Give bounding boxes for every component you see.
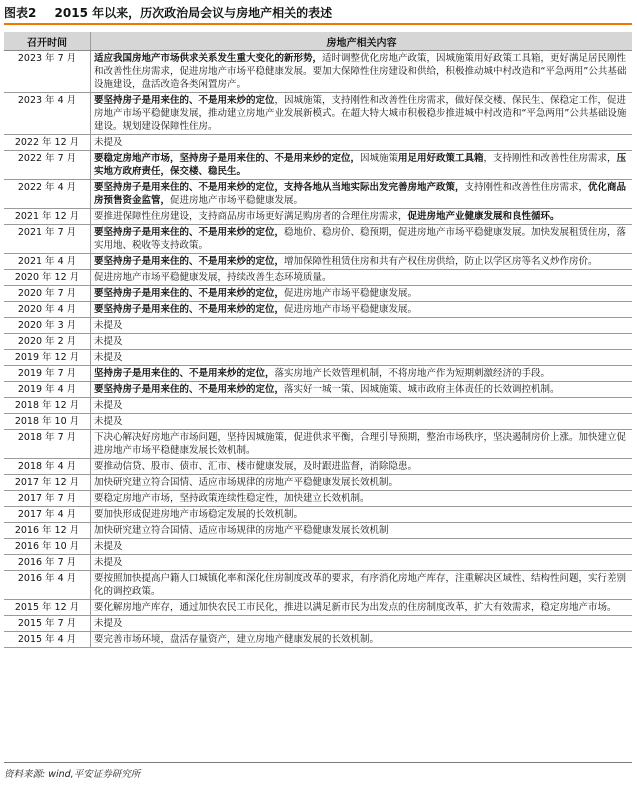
table-row <box>4 151 632 180</box>
content-text: 稳地价、稳房价、稳预期，促进房地产市场平稳健康发展。加快发展租赁住房，落实用地、税收等支持政策。 <box>94 227 627 251</box>
table-row <box>4 382 632 398</box>
content-text: 落实房地产长效管理机制，不将房地产作为短期刺激经济的手段。 <box>274 368 551 379</box>
content-bold: 促进房地产业健康发展和良性循环。 <box>407 211 560 222</box>
table-row <box>4 555 632 571</box>
row-date: 2021 年 12 月 <box>4 209 91 225</box>
table-row <box>4 93 632 135</box>
row-content <box>91 632 633 648</box>
row-content <box>91 334 633 350</box>
table-row <box>4 571 632 600</box>
table-row <box>4 600 632 616</box>
row-content <box>91 286 633 302</box>
content-bold: 要坚持房子是用来住的、不是用来炒的定位， <box>94 227 285 238</box>
table-row <box>4 475 632 491</box>
table-row <box>4 398 632 414</box>
table-row <box>4 180 632 209</box>
row-date: 2020 年 4 月 <box>4 302 91 318</box>
table-row <box>4 459 632 475</box>
row-content <box>91 491 633 507</box>
content-text: 促进房地产市场平稳健康发展。 <box>170 195 304 206</box>
row-content <box>91 254 633 270</box>
row-date: 2021 年 7 月 <box>4 225 91 254</box>
content-text: 促进房地产市场平稳健康发展。 <box>284 288 418 299</box>
policy-table <box>4 32 632 648</box>
content-text: 未提及 <box>94 400 123 411</box>
content-bold: 要坚持房子是用来住的、不是用来炒的定位， <box>94 288 285 299</box>
row-content <box>91 302 633 318</box>
content-text: 要完善市场环境，盘活存量资产，建立房地产健康发展的长效机制。 <box>94 634 380 645</box>
table-row <box>4 491 632 507</box>
content-text: 适时调整优化房地产政策，因城施策用好政策工具箱，更好满足居民刚性和改善性住房需求，促进房地产市场平稳健康发展。要加大保障性住房建设和供给，积极推动城中村改造和“平急两用”公共基础设施建设，盘活改造各类闲置房产。 <box>94 53 627 90</box>
row-content <box>91 430 633 459</box>
content-text: 未提及 <box>94 541 123 552</box>
content-text: 未提及 <box>94 320 123 331</box>
row-content <box>91 151 633 180</box>
row-date: 2016 年 7 月 <box>4 555 91 571</box>
table-row <box>4 616 632 632</box>
content-text: 要化解房地产库存，通过加快农民工市民化，推进以满足新市民为出发点的住房制度改革，扩大有效需求，稳定房地产市场。 <box>94 602 617 613</box>
content-text: 未提及 <box>94 336 123 347</box>
figure-label: 图表2 <box>4 6 37 20</box>
table-row <box>4 318 632 334</box>
row-date: 2023 年 4 月 <box>4 93 91 135</box>
figure-title <box>4 4 632 22</box>
content-text: 加快研究建立符合国情、适应市场规律的房地产平稳健康发展长效机制 <box>94 525 389 536</box>
table-row <box>4 366 632 382</box>
table-row <box>4 270 632 286</box>
table-row <box>4 209 632 225</box>
row-content <box>91 180 633 209</box>
content-bold: 压实地方政府责任，保交楼、稳民生。 <box>94 153 627 177</box>
row-content <box>91 507 633 523</box>
row-date: 2023 年 7 月 <box>4 51 91 93</box>
row-content <box>91 539 633 555</box>
content-bold: 适应我国房地产市场供求关系发生重大变化的新形势， <box>94 53 323 64</box>
content-text: 要加快形成促进房地产市场稳定发展的长效机制。 <box>94 509 304 520</box>
content-text: 加快研究建立符合国情、适应市场规律的房地产平稳健康发展长效机制。 <box>94 477 399 488</box>
table-row <box>4 51 632 93</box>
figure-title-text: 2015 年以来，历次政治局会议与房地产相关的表述 <box>54 6 333 20</box>
row-content <box>91 318 633 334</box>
header-content: 房地产相关内容 <box>91 32 633 51</box>
content-bold: 坚持房子是用来住的、不是用来炒的定位， <box>94 368 275 379</box>
table-row <box>4 135 632 151</box>
content-text: 因城施策 <box>360 153 399 164</box>
row-date: 2019 年 7 月 <box>4 366 91 382</box>
table-row <box>4 523 632 539</box>
content-text: 未提及 <box>94 618 123 629</box>
table-row <box>4 632 632 648</box>
content-text: 要推动信贷、股市、债市、汇市、楼市健康发展，及时跟进监督，消除隐患。 <box>94 461 418 472</box>
row-content <box>91 209 633 225</box>
row-date: 2016 年 10 月 <box>4 539 91 555</box>
row-date: 2022 年 4 月 <box>4 180 91 209</box>
row-content <box>91 51 633 93</box>
content-text: 未提及 <box>94 416 123 427</box>
table-row <box>4 225 632 254</box>
row-content <box>91 600 633 616</box>
header-date: 召开时间 <box>4 32 91 51</box>
row-content <box>91 225 633 254</box>
bottom-rule <box>4 762 632 763</box>
row-content <box>91 135 633 151</box>
row-content <box>91 270 633 286</box>
content-text: 促进房地产市场平稳健康发展，持续改善生态环境质量。 <box>94 272 332 283</box>
row-date: 2016 年 12 月 <box>4 523 91 539</box>
row-content <box>91 571 633 600</box>
row-content <box>91 414 633 430</box>
content-text: 要稳定房地产市场，坚持政策连续性稳定性，加快建立长效机制。 <box>94 493 370 504</box>
row-content <box>91 459 633 475</box>
content-bold: 要稳定房地产市场，坚持房子是用来住的、不是用来炒的定位， <box>94 153 361 164</box>
row-date: 2017 年 12 月 <box>4 475 91 491</box>
content-text: 落实好一城一策、因城施策、城市政府主体责任的长效调控机制。 <box>284 384 560 395</box>
content-bold: 用足用好政策工具箱 <box>398 153 484 164</box>
row-date: 2015 年 4 月 <box>4 632 91 648</box>
row-content <box>91 523 633 539</box>
row-date: 2022 年 12 月 <box>4 135 91 151</box>
row-date: 2018 年 7 月 <box>4 430 91 459</box>
row-date: 2015 年 12 月 <box>4 600 91 616</box>
content-bold: 要坚持房子是用来住的、不是用来炒的定位， <box>94 304 285 315</box>
row-date: 2015 年 7 月 <box>4 616 91 632</box>
row-date: 2019 年 12 月 <box>4 350 91 366</box>
content-text: 支持刚性和改善性住房需求， <box>464 182 589 193</box>
row-date: 2020 年 12 月 <box>4 270 91 286</box>
row-date: 2022 年 7 月 <box>4 151 91 180</box>
row-content <box>91 350 633 366</box>
row-content <box>91 555 633 571</box>
row-content <box>91 398 633 414</box>
table-row <box>4 286 632 302</box>
content-bold: 要坚持房子是用来住的、不是用来炒的定位， <box>94 256 285 267</box>
table-row <box>4 302 632 318</box>
table-body <box>4 51 632 648</box>
table-row <box>4 334 632 350</box>
row-content <box>91 616 633 632</box>
content-text: 下决心解决好房地产市场问题，坚持因城施策，促进供求平衡，合理引导预期，整治市场秩序，坚决遏制房价上涨。加快建立促进房地产市场平稳健康发展长效机制。 <box>94 432 627 456</box>
table-row <box>4 507 632 523</box>
content-text: ，因城施策，支持刚性和改善性住房需求，做好保交楼、保民生、保稳定工作，促进房地产市场平稳健康发展，推动建立房地产业发展新模式。在超大特大城市积极稳步推进城中村改造和“平急两用”公共基础设施建设。规划建设保障性住房。 <box>94 95 627 132</box>
row-date: 2018 年 4 月 <box>4 459 91 475</box>
row-date: 2018 年 12 月 <box>4 398 91 414</box>
table-row <box>4 414 632 430</box>
content-text: 增加保障性租赁住房和共有产权住房供给，防止以学区房等名义炒作房价。 <box>284 256 598 267</box>
table-row <box>4 350 632 366</box>
row-content <box>91 382 633 398</box>
row-content <box>91 366 633 382</box>
content-bold: 要坚持房子是用来住的、不是用来炒的定位， <box>94 384 285 395</box>
content-text: ，支持刚性和改善性住房需求， <box>483 153 617 164</box>
table-header-row <box>4 32 632 51</box>
content-bold: 优化商品房预售资金监管， <box>94 182 627 206</box>
row-date: 2020 年 3 月 <box>4 318 91 334</box>
content-text: 未提及 <box>94 557 123 568</box>
content-text: 未提及 <box>94 352 123 363</box>
content-text: 未提及 <box>94 137 123 148</box>
row-date: 2017 年 7 月 <box>4 491 91 507</box>
table-row <box>4 254 632 270</box>
table-row <box>4 539 632 555</box>
row-date: 2020 年 2 月 <box>4 334 91 350</box>
content-text: 要按照加快提高户籍人口城镇化率和深化住房制度改革的要求，有序消化房地产库存，注重解决区域性、结构性问题，实行差别化的调控政策。 <box>94 573 627 597</box>
title-rule <box>4 23 632 25</box>
content-text: 要推进保障性住房建设，支持商品房市场更好满足购房者的合理住房需求， <box>94 211 408 222</box>
source-note: 资料来源: wind,平安证券研究所 <box>4 769 141 780</box>
content-bold: 要坚持房子是用来住的、不是用来炒的定位 <box>94 95 275 106</box>
row-date: 2021 年 4 月 <box>4 254 91 270</box>
content-text: 促进房地产市场平稳健康发展。 <box>284 304 418 315</box>
table-row <box>4 430 632 459</box>
row-content <box>91 475 633 491</box>
row-date: 2020 年 7 月 <box>4 286 91 302</box>
row-date: 2017 年 4 月 <box>4 507 91 523</box>
row-content <box>91 93 633 135</box>
content-bold: 要坚持房子是用来住的、不是用来炒的定位，支持各地从当地实际出发完善房地产政策， <box>94 182 465 193</box>
row-date: 2016 年 4 月 <box>4 571 91 600</box>
row-date: 2019 年 4 月 <box>4 382 91 398</box>
row-date: 2018 年 10 月 <box>4 414 91 430</box>
